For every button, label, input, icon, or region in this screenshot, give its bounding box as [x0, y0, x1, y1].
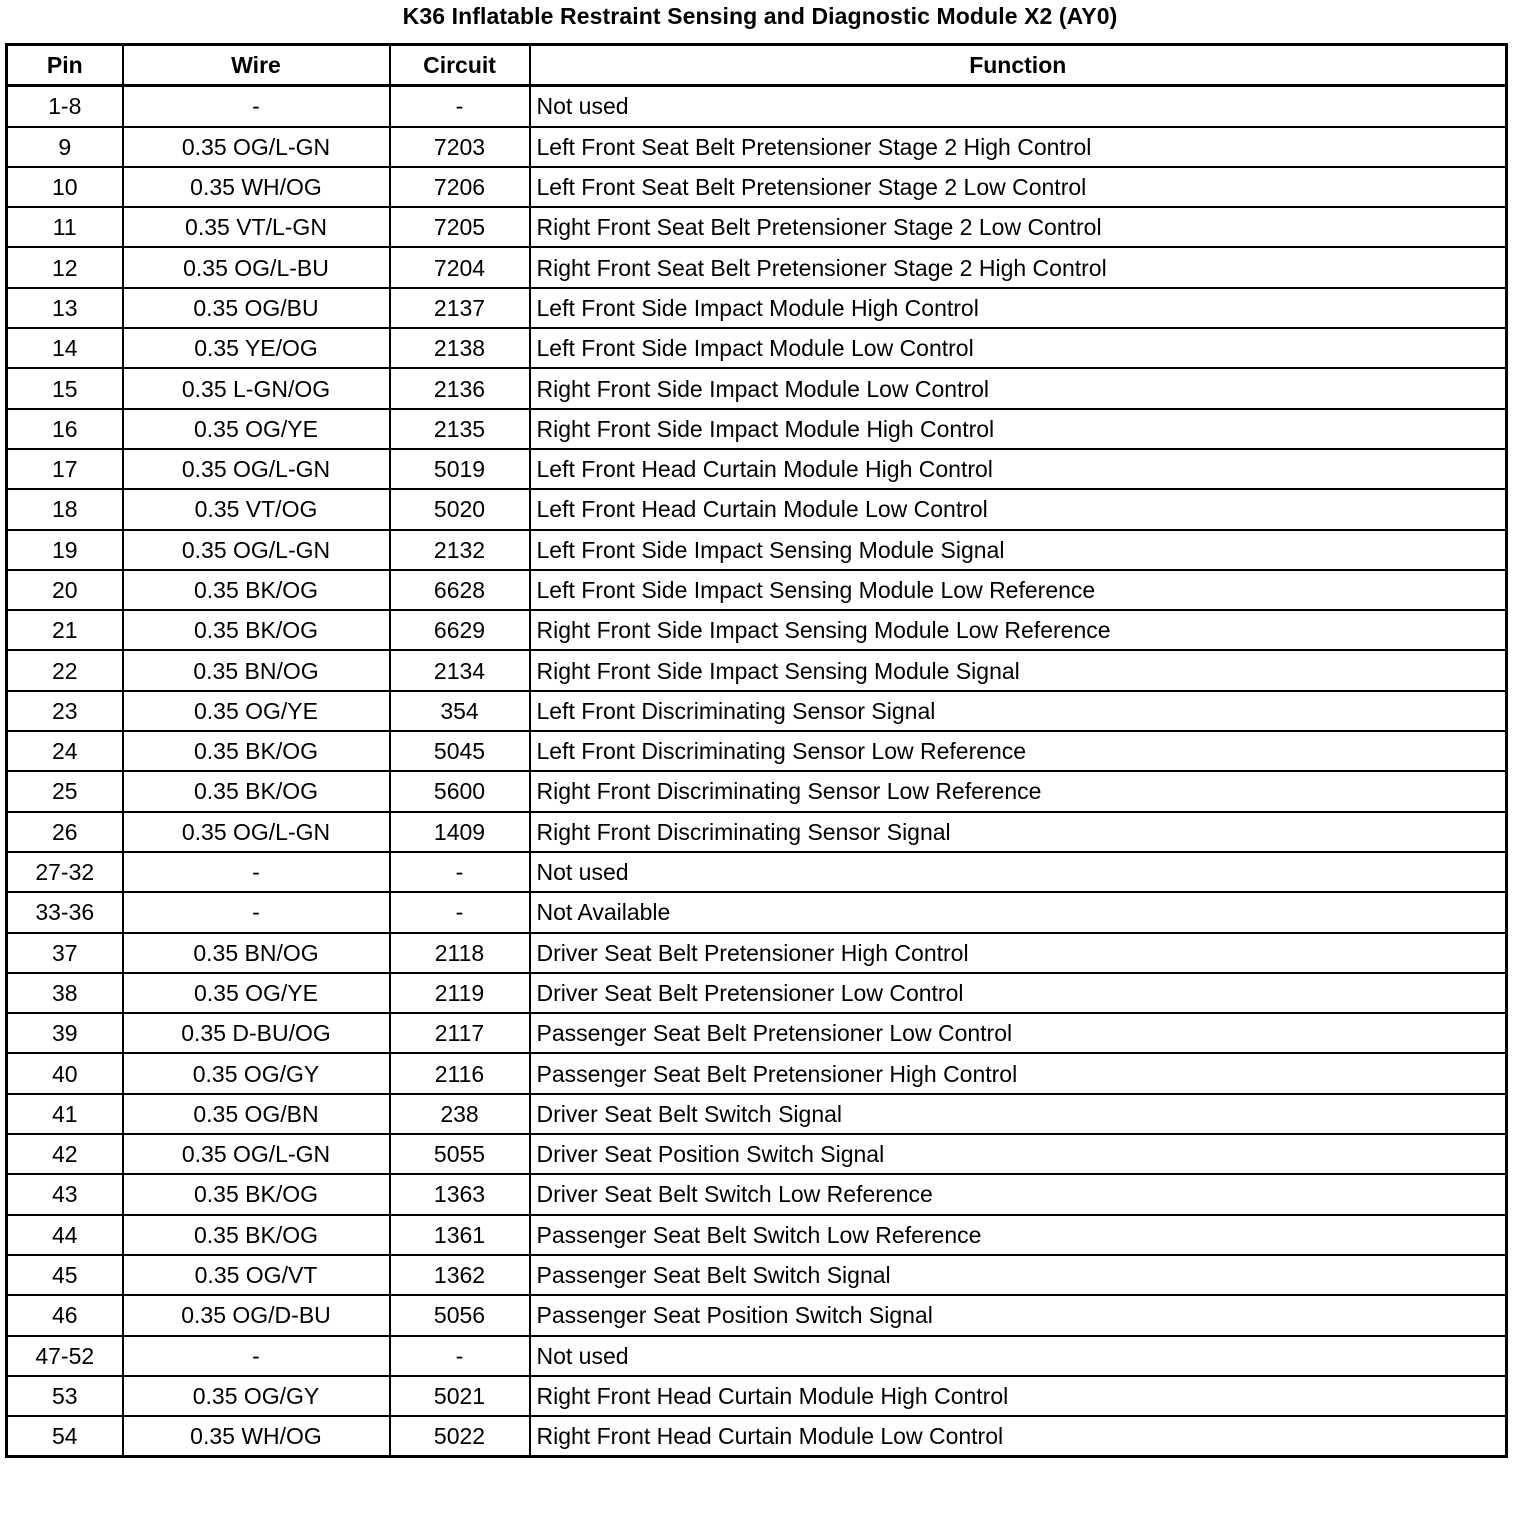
table-row — [7, 1053, 1507, 1093]
cell-pin: 14 — [7, 328, 123, 368]
cell-pin: 19 — [7, 530, 123, 570]
cell-circuit: 7203 — [390, 127, 530, 167]
header-row — [7, 45, 1507, 86]
cell-wire: 0.35 BK/OG — [123, 1174, 390, 1214]
cell-pin: 40 — [7, 1053, 123, 1093]
cell-wire: - — [123, 1336, 390, 1376]
cell-pin: 53 — [7, 1376, 123, 1416]
cell-circuit: 1363 — [390, 1174, 530, 1214]
cell-pin: 43 — [7, 1174, 123, 1214]
cell-pin: 54 — [7, 1416, 123, 1457]
cell-function: Left Front Discriminating Sensor Signal — [530, 691, 1507, 731]
cell-circuit: - — [390, 1336, 530, 1376]
cell-wire: 0.35 OG/L-BU — [123, 247, 390, 287]
cell-circuit: 238 — [390, 1094, 530, 1134]
cell-wire: 0.35 VT/L-GN — [123, 207, 390, 247]
cell-wire: 0.35 BK/OG — [123, 570, 390, 610]
cell-wire: 0.35 WH/OG — [123, 1416, 390, 1457]
cell-pin: 45 — [7, 1255, 123, 1295]
cell-function: Right Front Seat Belt Pretensioner Stage 2 Low Control — [530, 207, 1507, 247]
cell-function: Passenger Seat Belt Pretensioner High Control — [530, 1053, 1507, 1093]
cell-pin: 12 — [7, 247, 123, 287]
cell-wire: 0.35 BN/OG — [123, 933, 390, 973]
cell-wire: 0.35 BK/OG — [123, 771, 390, 811]
table-row — [7, 1336, 1507, 1376]
cell-pin: 38 — [7, 973, 123, 1013]
table-row — [7, 650, 1507, 690]
table-row — [7, 368, 1507, 408]
cell-circuit: 7204 — [390, 247, 530, 287]
cell-circuit: 2117 — [390, 1013, 530, 1053]
cell-circuit: 5056 — [390, 1295, 530, 1335]
cell-wire: 0.35 OG/L-GN — [123, 127, 390, 167]
table-row — [7, 691, 1507, 731]
cell-pin: 1-8 — [7, 86, 123, 127]
cell-function: Left Front Side Impact Sensing Module Signal — [530, 530, 1507, 570]
table-row — [7, 288, 1507, 328]
cell-wire: 0.35 OG/GY — [123, 1376, 390, 1416]
cell-pin: 10 — [7, 167, 123, 207]
cell-circuit: 2132 — [390, 530, 530, 570]
cell-circuit: 5600 — [390, 771, 530, 811]
cell-circuit: 6629 — [390, 610, 530, 650]
cell-function: Not Available — [530, 892, 1507, 932]
table-row — [7, 570, 1507, 610]
cell-function: Passenger Seat Belt Switch Signal — [530, 1255, 1507, 1295]
cell-function: Driver Seat Belt Switch Low Reference — [530, 1174, 1507, 1214]
cell-wire: 0.35 L-GN/OG — [123, 368, 390, 408]
cell-function: Driver Seat Belt Pretensioner High Control — [530, 933, 1507, 973]
cell-wire: 0.35 OG/VT — [123, 1255, 390, 1295]
table-row — [7, 167, 1507, 207]
header-pin: Pin — [7, 45, 123, 86]
table-row — [7, 731, 1507, 771]
cell-circuit: 2134 — [390, 650, 530, 690]
cell-pin: 33-36 — [7, 892, 123, 932]
cell-circuit: 5019 — [390, 449, 530, 489]
cell-pin: 15 — [7, 368, 123, 408]
table-row — [7, 771, 1507, 811]
cell-function: Passenger Seat Belt Pretensioner Low Control — [530, 1013, 1507, 1053]
header-circuit: Circuit — [390, 45, 530, 86]
cell-pin: 20 — [7, 570, 123, 610]
cell-wire: - — [123, 86, 390, 127]
cell-pin: 17 — [7, 449, 123, 489]
cell-function: Right Front Seat Belt Pretensioner Stage 2 High Control — [530, 247, 1507, 287]
table-row — [7, 247, 1507, 287]
cell-wire: 0.35 OG/YE — [123, 409, 390, 449]
header-function: Function — [530, 45, 1507, 86]
cell-function: Left Front Side Impact Module Low Control — [530, 328, 1507, 368]
cell-wire: 0.35 BK/OG — [123, 731, 390, 771]
cell-function: Left Front Seat Belt Pretensioner Stage 2 High Control — [530, 127, 1507, 167]
cell-pin: 27-32 — [7, 852, 123, 892]
cell-function: Right Front Side Impact Module High Control — [530, 409, 1507, 449]
table-body — [7, 86, 1507, 1457]
table-row — [7, 812, 1507, 852]
cell-function: Left Front Seat Belt Pretensioner Stage 2 Low Control — [530, 167, 1507, 207]
cell-circuit: 5022 — [390, 1416, 530, 1457]
cell-circuit: - — [390, 892, 530, 932]
cell-circuit: 1361 — [390, 1215, 530, 1255]
cell-circuit: 2135 — [390, 409, 530, 449]
table-row — [7, 86, 1507, 127]
cell-circuit: - — [390, 86, 530, 127]
table-row — [7, 449, 1507, 489]
cell-circuit: 2118 — [390, 933, 530, 973]
cell-circuit: 6628 — [390, 570, 530, 610]
cell-pin: 16 — [7, 409, 123, 449]
cell-function: Right Front Side Impact Module Low Control — [530, 368, 1507, 408]
cell-circuit: 7205 — [390, 207, 530, 247]
cell-wire: 0.35 OG/L-GN — [123, 1134, 390, 1174]
cell-pin: 25 — [7, 771, 123, 811]
cell-function: Left Front Discriminating Sensor Low Reference — [530, 731, 1507, 771]
table-row — [7, 1215, 1507, 1255]
cell-wire: 0.35 OG/YE — [123, 973, 390, 1013]
table-row — [7, 892, 1507, 932]
cell-pin: 18 — [7, 489, 123, 529]
cell-pin: 39 — [7, 1013, 123, 1053]
cell-circuit: 2137 — [390, 288, 530, 328]
cell-function: Left Front Head Curtain Module Low Control — [530, 489, 1507, 529]
cell-circuit: 2136 — [390, 368, 530, 408]
cell-pin: 21 — [7, 610, 123, 650]
cell-circuit: 5020 — [390, 489, 530, 529]
table-row — [7, 973, 1507, 1013]
cell-pin: 9 — [7, 127, 123, 167]
cell-pin: 22 — [7, 650, 123, 690]
cell-wire: - — [123, 852, 390, 892]
cell-function: Left Front Side Impact Sensing Module Low Reference — [530, 570, 1507, 610]
cell-circuit: 1362 — [390, 1255, 530, 1295]
cell-pin: 46 — [7, 1295, 123, 1335]
cell-wire: 0.35 BK/OG — [123, 610, 390, 650]
cell-wire: 0.35 VT/OG — [123, 489, 390, 529]
page-title: K36 Inflatable Restraint Sensing and Diagnostic Module X2 (AY0) — [402, 3, 1118, 29]
table-row — [7, 610, 1507, 650]
cell-function: Right Front Discriminating Sensor Signal — [530, 812, 1507, 852]
cell-circuit: 354 — [390, 691, 530, 731]
table-row — [7, 1013, 1507, 1053]
cell-pin: 42 — [7, 1134, 123, 1174]
cell-function: Not used — [530, 86, 1507, 127]
table-row — [7, 328, 1507, 368]
table-row — [7, 933, 1507, 973]
cell-circuit: 1409 — [390, 812, 530, 852]
cell-circuit: - — [390, 852, 530, 892]
cell-pin: 24 — [7, 731, 123, 771]
cell-wire: 0.35 WH/OG — [123, 167, 390, 207]
cell-wire: 0.35 OG/D-BU — [123, 1295, 390, 1335]
table-row — [7, 207, 1507, 247]
cell-wire: 0.35 OG/BN — [123, 1094, 390, 1134]
table-row — [7, 489, 1507, 529]
cell-function: Driver Seat Position Switch Signal — [530, 1134, 1507, 1174]
cell-circuit: 2119 — [390, 973, 530, 1013]
table-row — [7, 1134, 1507, 1174]
table-row — [7, 127, 1507, 167]
cell-function: Passenger Seat Belt Switch Low Reference — [530, 1215, 1507, 1255]
cell-pin: 26 — [7, 812, 123, 852]
cell-pin: 44 — [7, 1215, 123, 1255]
cell-wire: 0.35 OG/L-GN — [123, 530, 390, 570]
table-row — [7, 852, 1507, 892]
cell-function: Passenger Seat Position Switch Signal — [530, 1295, 1507, 1335]
cell-circuit: 7206 — [390, 167, 530, 207]
cell-pin: 13 — [7, 288, 123, 328]
cell-function: Driver Seat Belt Pretensioner Low Control — [530, 973, 1507, 1013]
cell-function: Right Front Head Curtain Module Low Control — [530, 1416, 1507, 1457]
cell-circuit: 2116 — [390, 1053, 530, 1093]
cell-wire: 0.35 OG/BU — [123, 288, 390, 328]
cell-function: Left Front Head Curtain Module High Control — [530, 449, 1507, 489]
table-row — [7, 1094, 1507, 1134]
cell-wire: 0.35 OG/GY — [123, 1053, 390, 1093]
table-row — [7, 530, 1507, 570]
cell-function: Right Front Side Impact Sensing Module Low Reference — [530, 610, 1507, 650]
cell-pin: 23 — [7, 691, 123, 731]
table-row — [7, 409, 1507, 449]
cell-function: Right Front Discriminating Sensor Low Reference — [530, 771, 1507, 811]
cell-function: Not used — [530, 1336, 1507, 1376]
table-row — [7, 1416, 1507, 1457]
cell-wire: 0.35 D-BU/OG — [123, 1013, 390, 1053]
cell-function: Right Front Side Impact Sensing Module Signal — [530, 650, 1507, 690]
cell-wire: 0.35 BK/OG — [123, 1215, 390, 1255]
cell-circuit: 5055 — [390, 1134, 530, 1174]
cell-pin: 47-52 — [7, 1336, 123, 1376]
cell-wire: 0.35 OG/YE — [123, 691, 390, 731]
pinout-table — [5, 43, 1508, 1458]
table-header — [7, 45, 1507, 86]
header-wire: Wire — [123, 45, 390, 86]
cell-wire: 0.35 BN/OG — [123, 650, 390, 690]
cell-wire: - — [123, 892, 390, 932]
cell-wire: 0.35 YE/OG — [123, 328, 390, 368]
cell-wire: 0.35 OG/L-GN — [123, 449, 390, 489]
cell-circuit: 5045 — [390, 731, 530, 771]
cell-pin: 11 — [7, 207, 123, 247]
cell-wire: 0.35 OG/L-GN — [123, 812, 390, 852]
table-row — [7, 1295, 1507, 1335]
cell-function: Right Front Head Curtain Module High Control — [530, 1376, 1507, 1416]
cell-pin: 37 — [7, 933, 123, 973]
cell-function: Not used — [530, 852, 1507, 892]
table-row — [7, 1376, 1507, 1416]
table-row — [7, 1174, 1507, 1214]
cell-circuit: 2138 — [390, 328, 530, 368]
cell-function: Left Front Side Impact Module High Control — [530, 288, 1507, 328]
cell-circuit: 5021 — [390, 1376, 530, 1416]
cell-function: Driver Seat Belt Switch Signal — [530, 1094, 1507, 1134]
cell-pin: 41 — [7, 1094, 123, 1134]
table-row — [7, 1255, 1507, 1295]
